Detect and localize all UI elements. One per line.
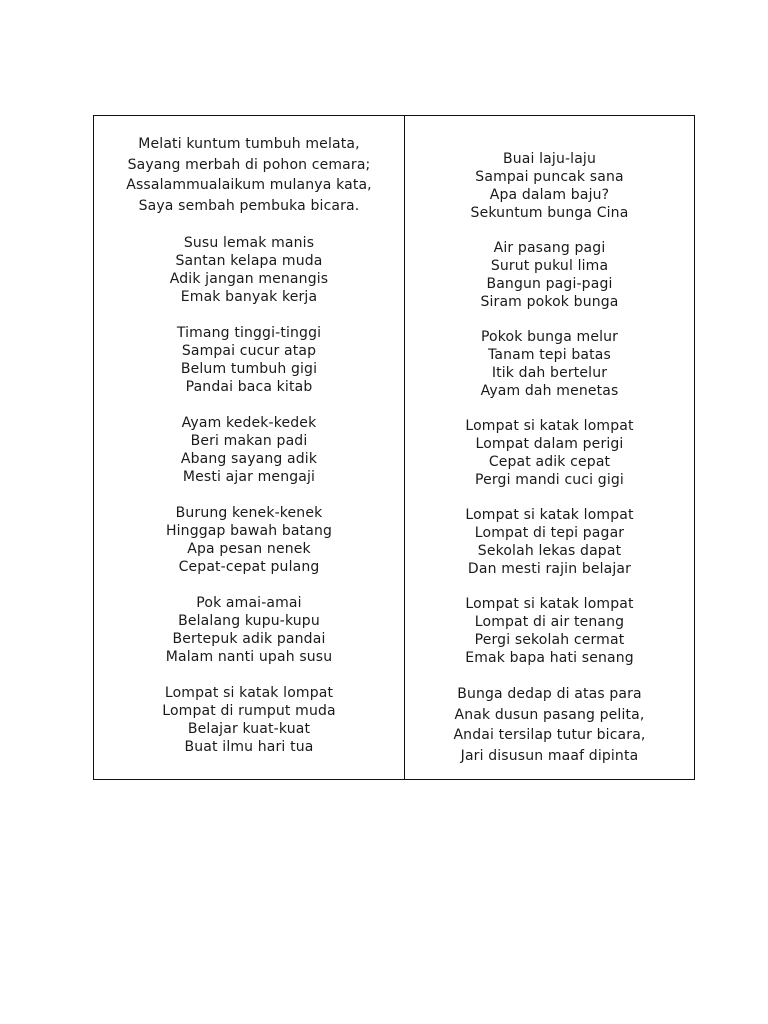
verse-line: Bertepuk adik pandai: [172, 631, 326, 647]
stanza: [405, 506, 694, 578]
verse-line: Timang tinggi-tinggi: [176, 325, 322, 341]
verse-line: Susu lemak manis: [183, 235, 315, 251]
verse-line: Belajar kuat-kuat: [187, 721, 311, 737]
verse-line: Siram pokok bunga: [480, 294, 619, 310]
stanza: [405, 595, 694, 667]
verse-line: Itik dah bertelur: [491, 365, 608, 381]
stanza: [405, 684, 694, 766]
verse-line: Sampai cucur atap: [181, 343, 317, 359]
verse-line: Lompat si katak lompat: [465, 418, 634, 434]
verse-line: Apa dalam baju?: [489, 187, 610, 203]
stanza: [94, 504, 404, 576]
verse-line: Air pasang pagi: [493, 240, 606, 256]
verse-line: Santan kelapa muda: [175, 253, 323, 269]
verse-line: Sekolah lekas dapat: [477, 543, 622, 559]
verse-line: Lompat si katak lompat: [164, 685, 334, 701]
verse-line: Sampai puncak sana: [475, 169, 624, 185]
stanza: [405, 417, 694, 489]
verse-line: Cepat adik cepat: [488, 454, 611, 470]
verse-line: Bangun pagi-pagi: [486, 276, 613, 292]
verse-line: Buat ilmu hari tua: [184, 739, 314, 755]
verse-line: Sayang merbah di pohon cemara;: [127, 156, 371, 173]
verse-line: Melati kuntum tumbuh melata,: [138, 136, 360, 152]
verse-line: Lompat di rumput muda: [162, 703, 336, 719]
right-column: [405, 116, 694, 779]
verse-line: Lompat dalam perigi: [475, 436, 624, 452]
verse-line: Buai laju-laju: [502, 151, 596, 167]
verse-line: Bunga dedap di atas para: [457, 686, 642, 702]
verse-line: Pandai baca kitab: [185, 379, 313, 395]
verse-line: Tanam tepi batas: [488, 347, 611, 363]
stanza: [94, 324, 404, 396]
verse-line: Saya sembah pembuka bicara.: [138, 197, 360, 214]
verse-line: Pergi mandi cuci gigi: [475, 472, 624, 488]
stanza: [405, 150, 694, 222]
left-column: [94, 116, 405, 779]
verse-line: Adik jangan menangis: [169, 271, 329, 287]
verse-line: Beri makan padi: [190, 433, 308, 449]
verse-line: Ayam dah menetas: [480, 383, 619, 399]
verse-line: Cepat-cepat pulang: [178, 559, 320, 575]
stanza: [94, 234, 404, 306]
verse-line: Emak bapa hati senang: [465, 650, 634, 666]
verse-line: Lompat si katak lompat: [465, 507, 634, 523]
verse-line: Abang sayang adik: [180, 451, 318, 467]
verse-line: Apa pesan nenek: [187, 541, 311, 557]
verse-line: Sekuntum bunga Cina: [470, 205, 629, 221]
verse-line: Assalammualaikum mulanya kata,: [126, 177, 372, 193]
verse-line: Hinggap bawah batang: [165, 523, 333, 539]
verse-line: Andai tersilap tutur bicara,: [453, 727, 646, 743]
verse-line: Mesti ajar mengaji: [182, 469, 316, 485]
verse-line: Emak banyak kerja: [180, 289, 318, 305]
verse-line: Pergi sekolah cermat: [474, 632, 625, 648]
verse-line: Dan mesti rajin belajar: [467, 561, 632, 577]
verse-line: Pok amai-amai: [196, 595, 302, 611]
verse-line: Lompat di tepi pagar: [474, 525, 625, 541]
stanza: [405, 239, 694, 311]
verse-line: Lompat di air tenang: [474, 614, 625, 630]
verse-line: Lompat si katak lompat: [465, 596, 634, 612]
verse-line: Malam nanti upah susu: [165, 649, 333, 665]
pantun-table: [93, 115, 695, 780]
stanza: [94, 134, 404, 216]
stanza: [94, 414, 404, 486]
verse-line: Ayam kedek-kedek: [181, 415, 317, 431]
verse-line: Jari disusun maaf dipinta: [460, 747, 639, 764]
verse-line: Surut pukul lima: [490, 258, 609, 274]
verse-line: Pokok bunga melur: [480, 329, 619, 345]
verse-line: Belum tumbuh gigi: [180, 361, 318, 377]
stanza: [405, 328, 694, 400]
stanza: [94, 594, 404, 666]
verse-line: Burung kenek-kenek: [175, 505, 323, 521]
stanza: [94, 684, 404, 756]
verse-line: Belalang kupu-kupu: [178, 613, 320, 629]
verse-line: Anak dusun pasang pelita,: [454, 706, 645, 723]
